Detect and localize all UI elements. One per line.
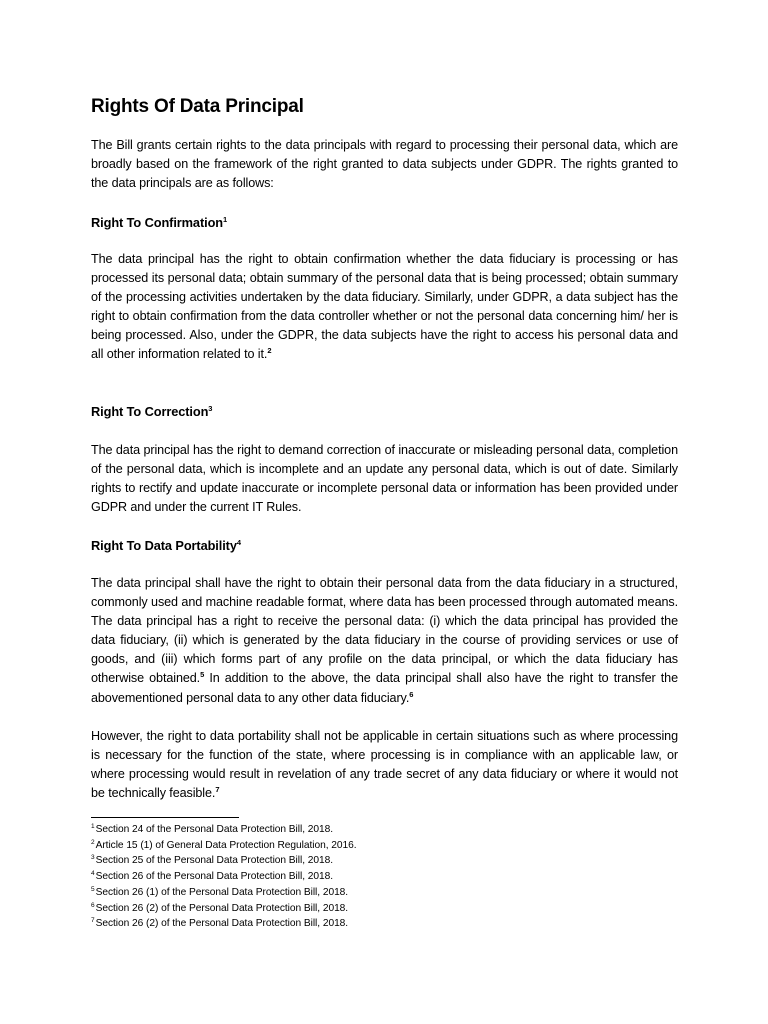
footnote-ref[interactable]: 7 [215, 785, 220, 795]
footnote-number: 4 [91, 870, 95, 878]
footnote-number: 1 [91, 823, 95, 830]
footnote-item [91, 916, 357, 932]
portability-exception-paragraph [91, 727, 678, 803]
footnote-number: 7 [91, 917, 95, 925]
footnote-number: 6 [91, 901, 95, 909]
intro-paragraph: The Bill grants certain rights to the data principals with regard to processing their personal data, which are broadly based on the framework of the right granted to data subjects under GDPR. The rights granted to the data principals are as follows: [91, 138, 678, 191]
footnote-text: Article 15 (1) of General Data Protection Regulation, 2016. [95, 839, 357, 851]
footnote-ref[interactable]: 6 [409, 689, 414, 699]
footnote-text: Section 26 (1) of the Personal Data Protection Bill, 2018. [95, 886, 349, 898]
section-heading-portability [91, 536, 241, 555]
footnote-number: 3 [91, 854, 95, 862]
footnote-ref[interactable]: 4 [236, 538, 241, 547]
footnote-item [91, 853, 357, 869]
section-heading-correction [91, 402, 212, 421]
paragraph-text: However, the right to data portability shall not be applicable in certain situations such as where processing is necessary for the function of the state, where processing is in compliance with an applicable law, or where processing would result in revelation of any trade secret of any data fiduciary or where it would not be technically feasible. [91, 729, 678, 801]
footnote-ref[interactable]: 5 [200, 670, 205, 680]
footnote-text: Section 24 of the Personal Data Protection Bill, 2018. [95, 824, 333, 835]
footnote-separator [91, 817, 239, 818]
paragraph-text: The data principal has the right to obtain confirmation whether the data fiduciary is processing or has processed its personal data; obtain summary of the personal data that is being processed; obtain summary of the processing activities undertaken by the data fiduciary. Similarly, under GDPR, a data subject has the right to obtain confirmation from the data controller whether or not the personal data concerning him/ her is being processed. Also, under the GDPR, the data subjects have the right to access his personal data and all other information related to it. [91, 252, 678, 362]
footnote-ref[interactable]: 1 [223, 215, 228, 224]
section-heading-text: Right To Correction [91, 404, 209, 419]
footnote-item [91, 822, 357, 838]
footnote-text: Section 26 (2) of the Personal Data Protection Bill, 2018. [95, 918, 349, 930]
portability-paragraph [91, 574, 678, 708]
paragraph-text: In addition to the above, the data principal shall also have the right to transfer the abovementioned personal data to any other data fiduciary. [91, 671, 678, 705]
footnote-ref[interactable]: 2 [267, 346, 272, 356]
footnote-text: Section 25 of the Personal Data Protection Bill, 2018. [95, 855, 333, 867]
footnote-number: 5 [91, 885, 95, 893]
correction-paragraph: The data principal has the right to demand correction of inaccurate or misleading personal data, completion of the personal data, which is incomplete and an update any personal data, which is out of date. Similarly rights to rectify and update inaccurate or incomplete personal data or information has been provided under GDPR and under the current IT Rules. [91, 443, 678, 515]
footnote-number: 2 [91, 838, 95, 846]
footnote-ref[interactable]: 3 [208, 404, 213, 413]
footnote-item [91, 869, 357, 885]
footnotes-list [91, 822, 357, 932]
footnote-text: Section 26 (2) of the Personal Data Protection Bill, 2018. [95, 902, 349, 914]
footnote-text: Section 26 of the Personal Data Protection Bill, 2018. [95, 871, 333, 883]
footnote-item [91, 885, 357, 901]
paragraph-text: The data principal shall have the right to obtain their personal data from the data fiduciary in a structured, commonly used and machine readable format, where data has been processed through automated means. The data principal has a right to receive the personal data: (i) which the data principal has provided the data fiduciary, (ii) which is generated by the data fiduciary in the course of providing services or use of goods, and (iii) which forms part of any profile on the data principal, or which the data fiduciary has otherwise obtained. [91, 576, 678, 686]
footnote-item [91, 901, 357, 917]
confirmation-paragraph [91, 250, 678, 365]
footnote-item [91, 838, 357, 854]
section-heading-text: Right To Confirmation [91, 215, 224, 230]
page-title: Rights Of Data Principal [91, 96, 304, 117]
section-heading-confirmation [91, 213, 227, 232]
section-heading-text: Right To Data Portability [91, 538, 237, 553]
